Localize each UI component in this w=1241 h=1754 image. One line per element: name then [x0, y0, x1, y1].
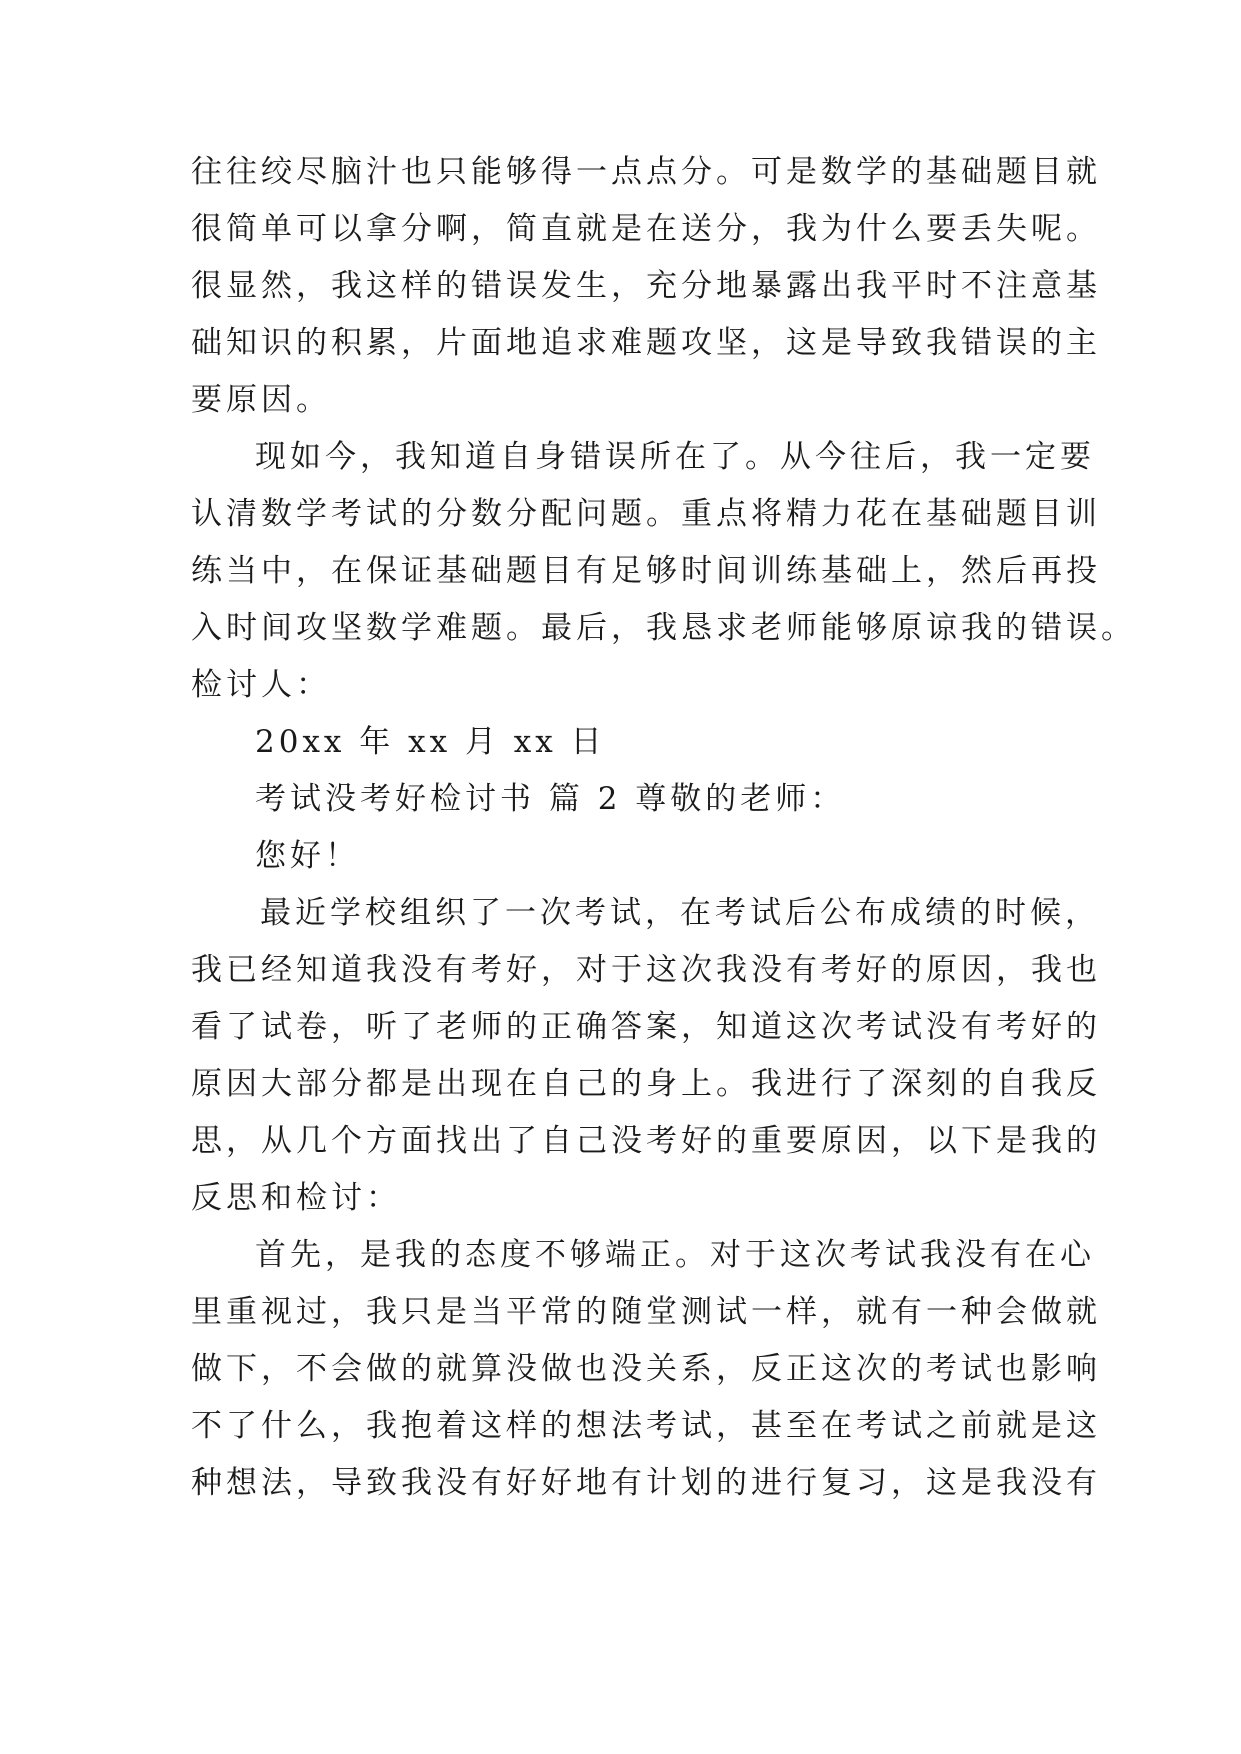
text-line: 原因大部分都是出现在自己的身上。我进行了深刻的自我反 — [191, 1066, 1101, 1102]
greeting: 您好！ — [255, 838, 360, 874]
text-line: 我已经知道我没有考好，对于这次我没有考好的原因，我也 — [191, 952, 1101, 988]
text-line: 看了试卷，听了老师的正确答案，知道这次考试没有考好的 — [191, 1009, 1101, 1045]
text-line: 首先，是我的态度不够端正。对于这次考试我没有在心 — [255, 1237, 1095, 1273]
text-line: 要原因。 — [191, 382, 331, 418]
text-line: 思，从几个方面找出了自己没考好的重要原因，以下是我的 — [191, 1123, 1101, 1159]
text-line: 做下，不会做的就算没做也没关系，反正这次的考试也影响 — [191, 1351, 1101, 1387]
text-line: 里重视过，我只是当平常的随堂测试一样，就有一种会做就 — [191, 1294, 1101, 1330]
text-line: 础知识的积累，片面地追求难题攻坚，这是导致我错误的主 — [191, 325, 1101, 361]
section-heading: 考试没考好检讨书 篇 2 尊敬的老师： — [255, 781, 846, 817]
text-line: 认清数学考试的分数分配问题。重点将精力花在基础题目训 — [191, 496, 1101, 532]
text-line: 最近学校组织了一次考试，在考试后公布成绩的时候， — [260, 895, 1100, 931]
text-line: 往往绞尽脑汁也只能够得一点点分。可是数学的基础题目就 — [191, 154, 1101, 190]
text-line: 很简单可以拿分啊，简直就是在送分，我为什么要丢失呢。 — [191, 211, 1101, 247]
text-line: 入时间攻坚数学难题。最后，我恳求老师能够原谅我的错误。 — [191, 610, 1136, 646]
text-line: 现如今，我知道自身错误所在了。从今往后，我一定要 — [255, 439, 1095, 475]
text-line: 练当中，在保证基础题目有足够时间训练基础上，然后再投 — [191, 553, 1101, 589]
text-line: 反思和检讨： — [191, 1180, 401, 1216]
signer-label: 检讨人： — [191, 667, 331, 703]
text-line: 不了什么，我抱着这样的想法考试，甚至在考试之前就是这 — [191, 1408, 1101, 1444]
text-line: 种想法，导致我没有好好地有计划的进行复习，这是我没有 — [191, 1465, 1101, 1501]
text-line: 很显然，我这样的错误发生，充分地暴露出我平时不注意基 — [191, 268, 1101, 304]
date-line: 20xx 年 xx 月 xx 日 — [255, 724, 606, 760]
